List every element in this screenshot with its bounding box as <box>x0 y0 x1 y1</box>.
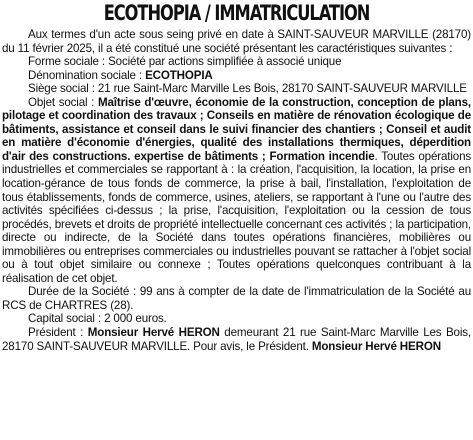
denomination-line <box>2 69 471 83</box>
objet-bold-text: Maîtrise d'œuvre, économie de la construction, conception de plans, pilotage et coordination des travaux ; Conseils en matière de rénovation écologique de bâtiments, assistance et conseil dans le suivi financier des chantiers ; Conseil et audit en matière d'économie d'énergies, qualité des installations thermiques, déperdition d'air des constructions. expertise de bâtiments ; Formation incendie <box>2 95 471 163</box>
president-address: demeurant 21 rue Saint-Marc Marville Les Bois, 28170 SAINT-SAUVEUR MARVILLE. Pour avis, le Président. <box>2 326 472 353</box>
intro-paragraph: Aux termes d'un acte sous seing privé en date à SAINT-SAUVEUR MARVILLE (28170) du 11 février 2025, il a été constitué une société présentant les caractéristiques suivantes : <box>2 28 471 55</box>
president-name: Monsieur Hervé HERON <box>87 326 220 340</box>
capital-line: Capital social : 2 000 euros. <box>28 312 167 326</box>
objet-rest-text: . Toutes opérations industrielles et commerciales se rapportant à : la création, l'acquisition, la location, la prise en location-gérance de tous fonds de commerce, la prise à bail, l'installation, l'exploitation de tous établissements, fonds de commerce, usines, ateliers, se rapportant à l'une ou l'autre des activités spécifiées ci-dessus ; la prise, l'acquisition, l'exploitation ou la cession de tous procédés, brevets et droits de propriété intellectuelle concernant ces activités ; la participation, directe ou indirecte, de la Société dans toutes opérations financières, mobilières ou immobilières ou entreprises commerciales ou industrielles pouvant se rattacher à l'objet social ou à tout objet similaire ou connexe ; Toutes opérations quelconques contribuant à la réalisation de cet objet. <box>2 149 472 285</box>
duree-line: Durée de la Société : 99 ans à compter de la date de l'immatriculation de la Société au RCS de CHARTRES (28). <box>2 285 471 312</box>
denomination-label: Dénomination sociale : <box>28 68 146 82</box>
objet-label: Objet social : <box>28 95 98 109</box>
notice-title: ECOTHOPIA / IMMATRICULATION <box>103 1 370 25</box>
denomination-value: ECOTHOPIA <box>145 68 213 82</box>
siege-line: Siège social : 21 rue Saint-Marc Marville Les Bois, 28170 SAINT-SAUVEUR MARVILLE <box>28 82 467 96</box>
president-paragraph <box>2 326 471 353</box>
forme-sociale-line: Forme sociale : Société par actions simplifiée à associé unique <box>28 55 342 69</box>
president-label: Président : <box>28 326 88 340</box>
president-signature: Monsieur Hervé HERON <box>311 339 441 353</box>
objet-paragraph <box>2 96 471 286</box>
